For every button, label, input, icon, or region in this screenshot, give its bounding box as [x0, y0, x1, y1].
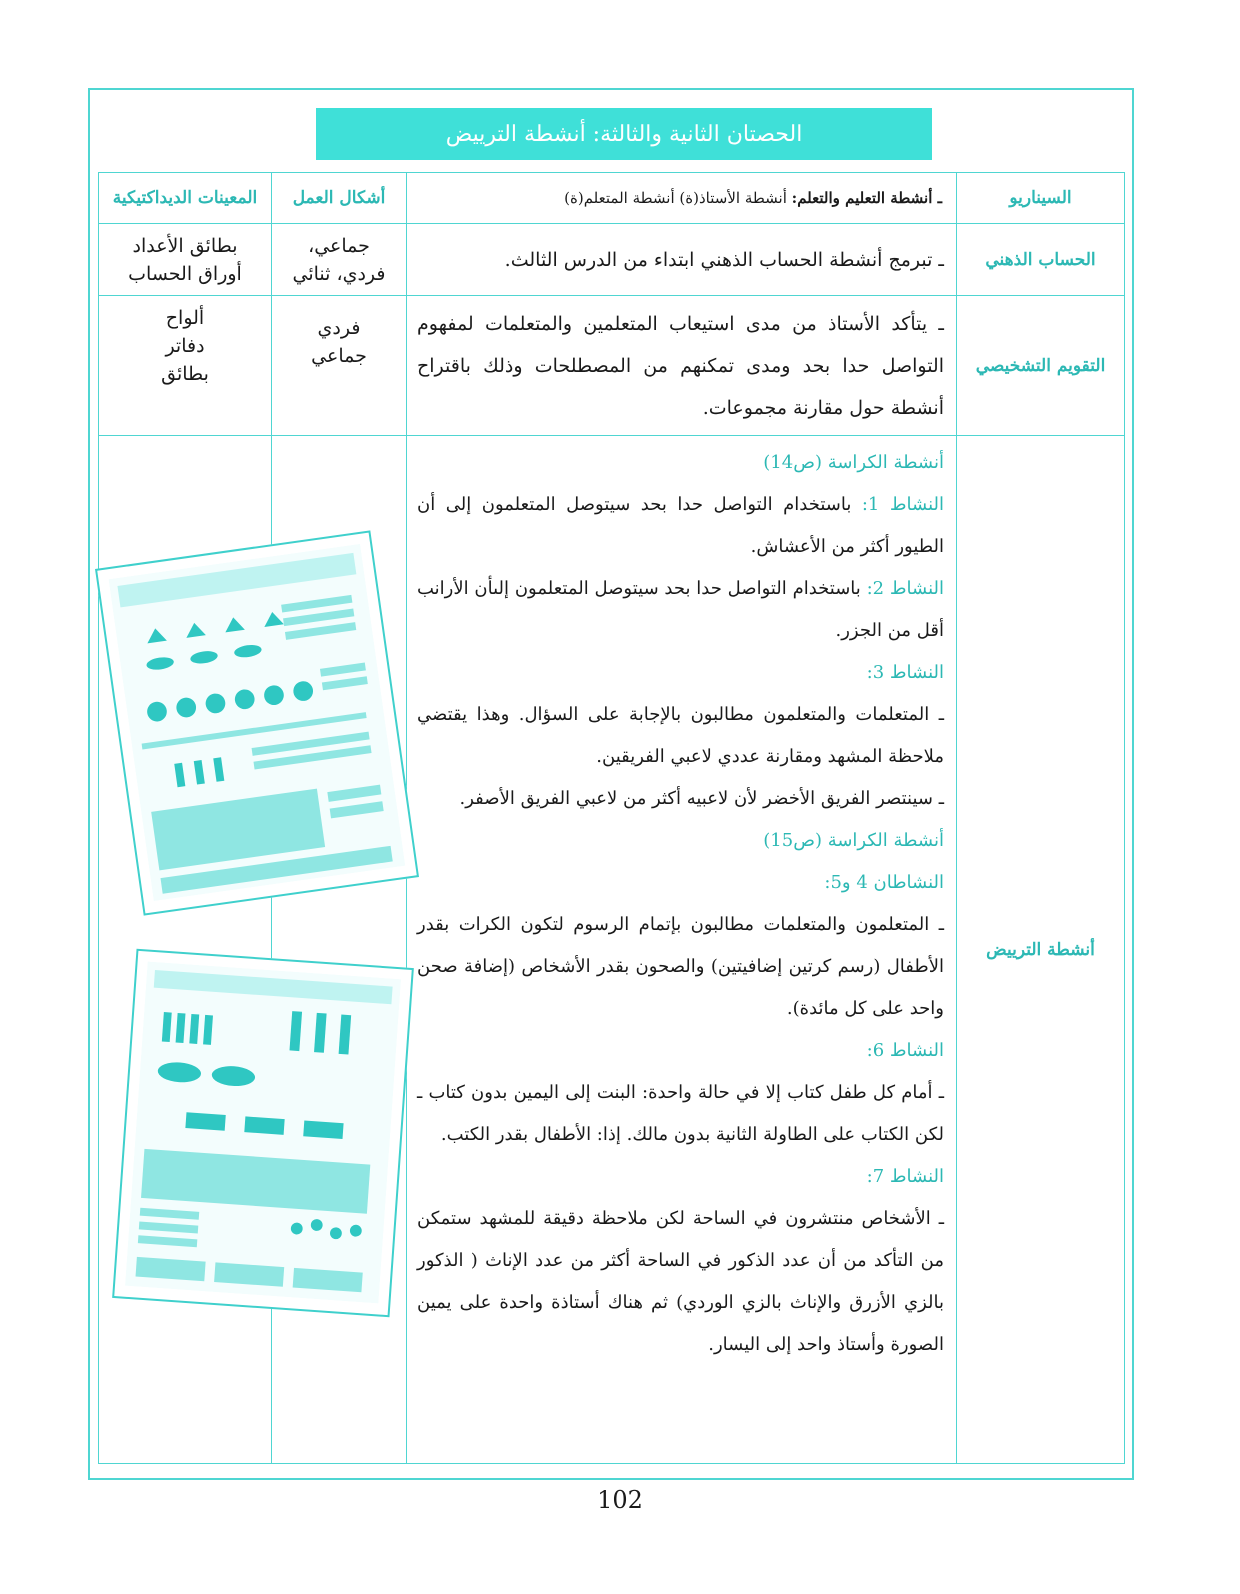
materials-line: ألواح [165, 307, 205, 329]
activity-1-label: النشاط 1: [861, 494, 944, 515]
label-diagnostic: التقويم التشخيصي [957, 296, 1125, 436]
forms-mental-calc [272, 224, 407, 296]
row-diagnostic [99, 296, 1125, 436]
activity-3-text-1: ـ المتعلمات والمتعلمون مطالبون بالإجابة على السؤال. وهذا يقتضي ملاحظة المشهد ومقارنة عددي لاعبي الفريقين. [417, 704, 944, 767]
header-row [99, 173, 1125, 224]
forms-line: فردي، ثنائي [292, 262, 386, 285]
heading-workbook-p15: أنشطة الكراسة (ص15) [763, 830, 944, 851]
header-activities [407, 173, 957, 224]
workbook-page-14-drawing [109, 544, 406, 901]
header-activities-rest: أنشطة الأستاذ(ة) أنشطة المتعلم(ة) [564, 189, 792, 207]
label-mental-calc: الحساب الذهني [957, 224, 1125, 296]
header-materials: المعينات الديداكتيكية [99, 173, 272, 224]
materials-diagnostic [99, 296, 272, 436]
row-mental-calc [99, 224, 1125, 296]
activity-3-label: النشاط 3: [866, 662, 944, 683]
materials-line: بطائق [161, 363, 209, 385]
activity-1 [417, 484, 944, 568]
materials-mental-calc [99, 224, 272, 296]
workbook-page-15-image [112, 949, 414, 1318]
activity-1-text: باستخدام التواصل حدا بحد سيتوصل المتعلمون إلى أن الطيور أكثر من الأعشاش. [417, 494, 944, 557]
activity-7-text: ـ الأشخاص منتشرون في الساحة لكن ملاحظة دقيقة للمشهد ستمكن من التأكد من أن عدد الذكور في الساحة أكثر من عدد الإناث ( الذكور بالزي الأزرق والإناث بالزي الوردي) ثم هناك أستاذة واحدة على يمين الصورة وأستاذ واحد إلى اليسار. [417, 1208, 944, 1355]
materials-line: بطائق الأعداد [132, 234, 238, 257]
activity-45-text: ـ المتعلمون والمتعلمات مطالبون بإتمام الرسوم لتكون الكرات بقدر الأطفال (رسم كرتين إضافيتين) والصحون بقدر الأشخاص (إضافة صحن واحد على كل مائدة). [417, 914, 944, 1019]
header-work-forms: أشكال العمل [272, 173, 407, 224]
header-scenario: السيناريو [957, 173, 1125, 224]
activity-2-label: النشاط 2: [866, 578, 944, 599]
activity-7-label: النشاط 7: [866, 1166, 944, 1187]
materials-line: أوراق الحساب [128, 262, 242, 285]
activity-6-label: النشاط 6: [866, 1040, 944, 1061]
activity-2 [417, 568, 944, 652]
forms-diagnostic [272, 296, 407, 436]
forms-line: جماعي [311, 345, 367, 367]
text-mental-calc: ـ تبرمج أنشطة الحساب الذهني ابتداء من الدرس الثالث. [407, 224, 957, 296]
activity-6-text: ـ أمام كل طفل كتاب إلا في حالة واحدة: البنت إلى اليمين بدون كتاب ـ لكن الكتاب على الطاولة الثانية بدون مالك. إذا: الأطفال بقدر الكتب. [417, 1082, 944, 1145]
activity-3-text-2: ـ سينتصر الفريق الأخضر لأن لاعبيه أكثر من لاعبي الفريق الأصفر. [459, 788, 944, 809]
activity-45-label: النشاطان 4 و5: [824, 872, 944, 893]
materials-line: دفاتر [165, 335, 205, 357]
text-training [407, 436, 957, 1464]
section-banner: الحصتان الثانية والثالثة: أنشطة الترييض [316, 108, 932, 160]
page-number: 102 [597, 1486, 643, 1514]
workbook-page-14-image [95, 530, 419, 915]
activity-2-text: باستخدام التواصل حدا بحد سيتوصل المتعلمون إلىأن الأرانب أقل من الجزر. [417, 578, 944, 641]
forms-line: جماعي، [308, 234, 370, 257]
text-diagnostic: ـ يتأكد الأستاذ من مدى استيعاب المتعلمين والمتعلمات لمفهوم التواصل حدا بحد ومدى تمكنهم من المصطلحات وذلك باقتراح أنشطة حول مقارنة مجموعات. [407, 296, 957, 436]
workbook-page-15-drawing [125, 962, 401, 1304]
heading-workbook-p14: أنشطة الكراسة (ص14) [763, 452, 944, 473]
label-training: أنشطة الترييض [957, 436, 1125, 1464]
forms-line: فردي [317, 317, 361, 339]
header-activities-bold: ـ أنشطة التعليم والتعلم: [791, 189, 942, 207]
